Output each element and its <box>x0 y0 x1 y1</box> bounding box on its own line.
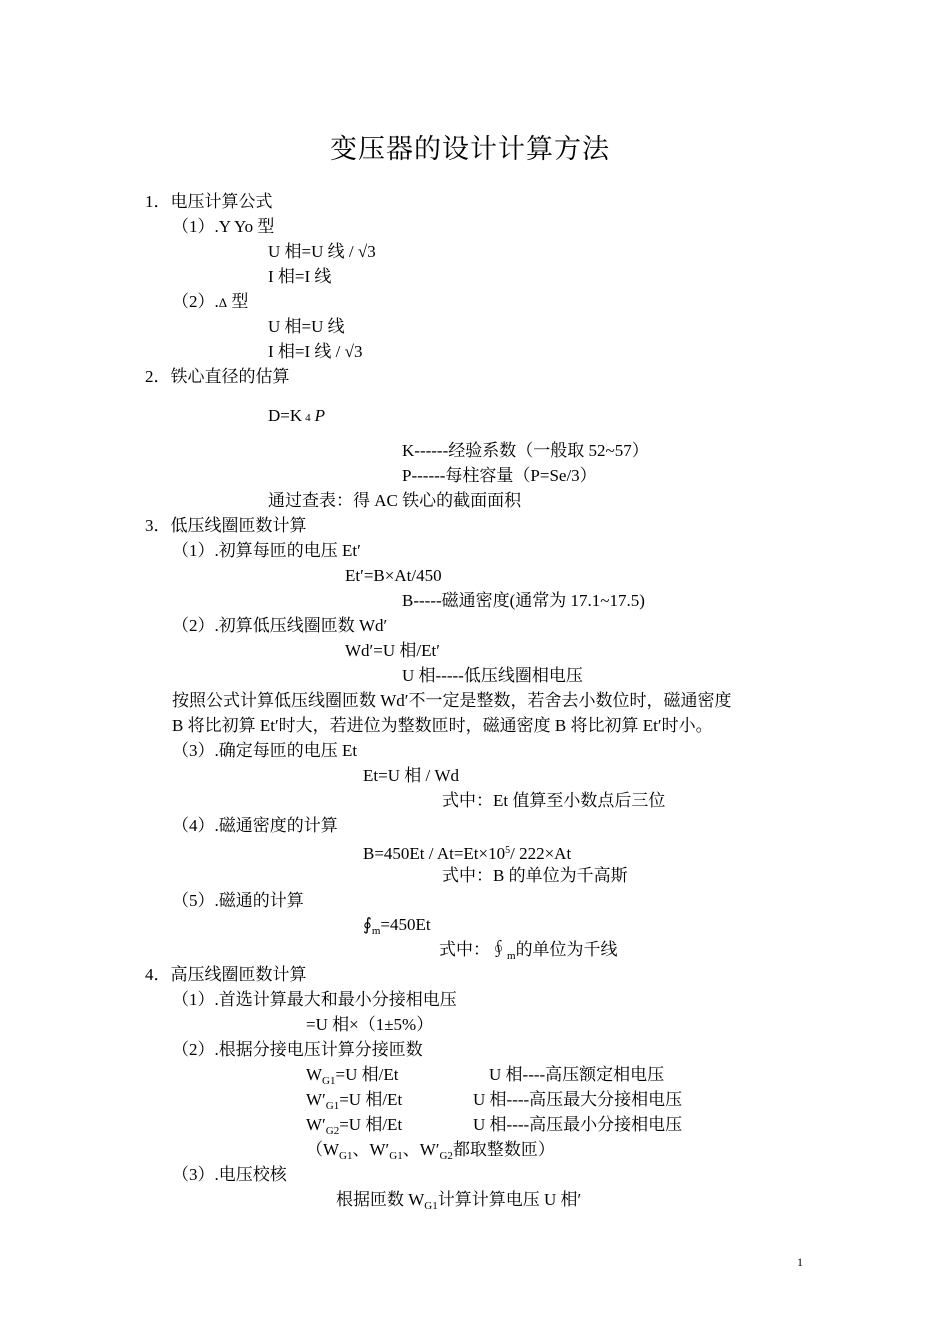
s3-p4-exponent: 5 <box>505 845 511 856</box>
s4-p3-label: （3）.电压校核 <box>172 1165 287 1184</box>
page-number: 1 <box>797 1255 803 1269</box>
s4-p1-formula: =U 相×（1±5%） <box>306 1015 434 1034</box>
s1-delta-voltage-formula: U 相=U 线 <box>268 317 345 336</box>
s4-wpg1-formula <box>306 1089 402 1117</box>
s4-wpg1-definition: U 相----高压最大分接相电压 <box>473 1090 683 1109</box>
s3-p2-label: （2）.初算低压线圈匝数 Wd′ <box>172 616 388 635</box>
s4-note-sub1: G1 <box>339 1150 353 1162</box>
s4-p3-w: W <box>408 1190 425 1209</box>
s4-wpg2-w: W′ <box>306 1115 326 1134</box>
s2-root-index: 4 <box>305 412 311 424</box>
s3-p5-note-prefix: 式中： <box>439 940 490 959</box>
s4-p3-sub: G1 <box>424 1200 438 1212</box>
section-4-heading: 4．高压线圈匝数计算 <box>145 965 307 984</box>
s3-p3-note: 式中：Et 值算至小数点后三位 <box>442 791 666 810</box>
s3-p4-formula-right: / 222×At <box>510 844 572 863</box>
s3-p5-formula <box>363 914 431 942</box>
s3-p4-formula <box>363 840 571 865</box>
s4-p3-text <box>336 1189 581 1217</box>
s4-wpg2-definition: U 相----高压最小分接相电压 <box>473 1115 683 1134</box>
s3-p4-formula-left: B=450Et / At=Et×10 <box>363 844 506 863</box>
s4-wg1-definition: U 相----高压额定相电压 <box>489 1065 665 1084</box>
s4-wpg2-formula <box>306 1114 402 1142</box>
section-2-heading: 2．铁心直径的估算 <box>145 367 290 386</box>
s4-p3-text-b: 计算计算电压 U 相′ <box>437 1190 582 1209</box>
s1-delta-current-formula: I 相=I 线 / √3 <box>268 342 363 361</box>
s4-note-open: （ <box>306 1140 323 1159</box>
s3-p2-definition: U 相-----低压线圈相电压 <box>402 666 583 685</box>
s3-paragraph-line-1: 按照公式计算低压线圈匝数 Wd′不一定是整数，若舍去小数位时，磁通密度 <box>172 691 732 710</box>
s3-p2-formula: Wd′=U 相/Et′ <box>345 641 440 660</box>
s3-p5-formula-text: =450Et <box>380 915 431 934</box>
s3-p5-label: （5）.磁通的计算 <box>172 891 304 910</box>
s4-p1-label: （1）.首选计算最大和最小分接相电压 <box>172 990 457 1009</box>
s4-wg1-w: W <box>306 1065 323 1084</box>
s4-wg1-eq: =U 相/Et <box>335 1065 399 1084</box>
s2-table-note: 通过查表：得 AC 铁心的截面面积 <box>268 491 522 510</box>
s4-note-w3: W′ <box>419 1140 440 1159</box>
phi-icon: ∮ <box>490 940 507 959</box>
s4-wpg1-sub: G1 <box>325 1100 340 1112</box>
s1-yyo-voltage-formula: U 相=U 线 / √3 <box>268 242 376 261</box>
s4-note-sep1: 、 <box>352 1140 370 1159</box>
s2-diameter-formula <box>268 405 325 429</box>
s4-wpg2-sub: G2 <box>325 1125 340 1137</box>
s4-note-w1: W <box>323 1140 340 1159</box>
s4-note-sep2: 、 <box>402 1140 420 1159</box>
s3-p1-formula: Et′=B×At/450 <box>345 566 442 585</box>
delta-symbol-icon: Δ <box>218 295 228 310</box>
page-title: 变压器的设计计算方法 <box>330 134 610 164</box>
s4-p3-text-a: 根据匝数 <box>336 1190 409 1209</box>
s1-delta-label <box>172 291 248 314</box>
section-3-heading: 3．低压线圈匝数计算 <box>145 516 307 535</box>
s3-p1-definition: B-----磁通密度(通常为 17.1~17.5) <box>402 591 645 610</box>
phi-icon: ∮ <box>363 915 372 934</box>
s1-delta-type: 型 <box>231 292 249 311</box>
s4-note-sub3: G2 <box>439 1150 453 1162</box>
s3-p3-formula: Et=U 相 / Wd <box>363 766 459 785</box>
s4-wg1-formula <box>306 1064 398 1092</box>
s2-formula-var: P <box>314 406 326 425</box>
s4-note-sub2: G1 <box>389 1150 403 1162</box>
s3-p1-label: （1）.初算每匝的电压 Et′ <box>172 541 361 560</box>
s4-wpg2-eq: =U 相/Et <box>339 1115 403 1134</box>
s4-p2-label: （2）.根据分接电压计算分接匝数 <box>172 1040 423 1059</box>
s3-p5-note <box>439 939 618 967</box>
s3-p4-label: （4）.磁通密度的计算 <box>172 816 338 835</box>
s3-p5-sub-m: m <box>371 925 381 937</box>
s3-paragraph-line-2: B 将比初算 Et′时大，若进位为整数匝时，磁通密度 B 将比初算 Et′时小。 <box>172 716 713 735</box>
s3-p3-label: （3）.确定每匝的电压 Et <box>172 741 358 760</box>
s4-rounding-note <box>306 1139 555 1167</box>
s4-wg1-sub: G1 <box>322 1075 336 1087</box>
s4-note-w2: W′ <box>369 1140 390 1159</box>
s3-p5-note-sub-m: m <box>507 950 516 962</box>
s1-yyo-label: （1）.Y Yo 型 <box>172 217 275 236</box>
s2-formula-prefix: D=K <box>268 406 303 425</box>
s4-wpg1-eq: =U 相/Et <box>339 1090 403 1109</box>
s3-p4-note: 式中：B 的单位为千高斯 <box>442 866 628 885</box>
s2-k-definition: K------经验系数（一般取 52~57） <box>402 441 649 460</box>
s3-p5-note-suffix: 的单位为千线 <box>515 940 618 959</box>
s4-wpg1-w: W′ <box>306 1090 326 1109</box>
s1-delta-prefix: （2）. <box>172 292 219 311</box>
s1-yyo-current-formula: I 相=I 线 <box>268 267 332 286</box>
s2-p-definition: P------每柱容量（P=Se/3） <box>402 466 597 485</box>
s4-note-close: 都取整数匝） <box>452 1140 555 1159</box>
section-1-heading: 1．电压计算公式 <box>145 192 273 211</box>
